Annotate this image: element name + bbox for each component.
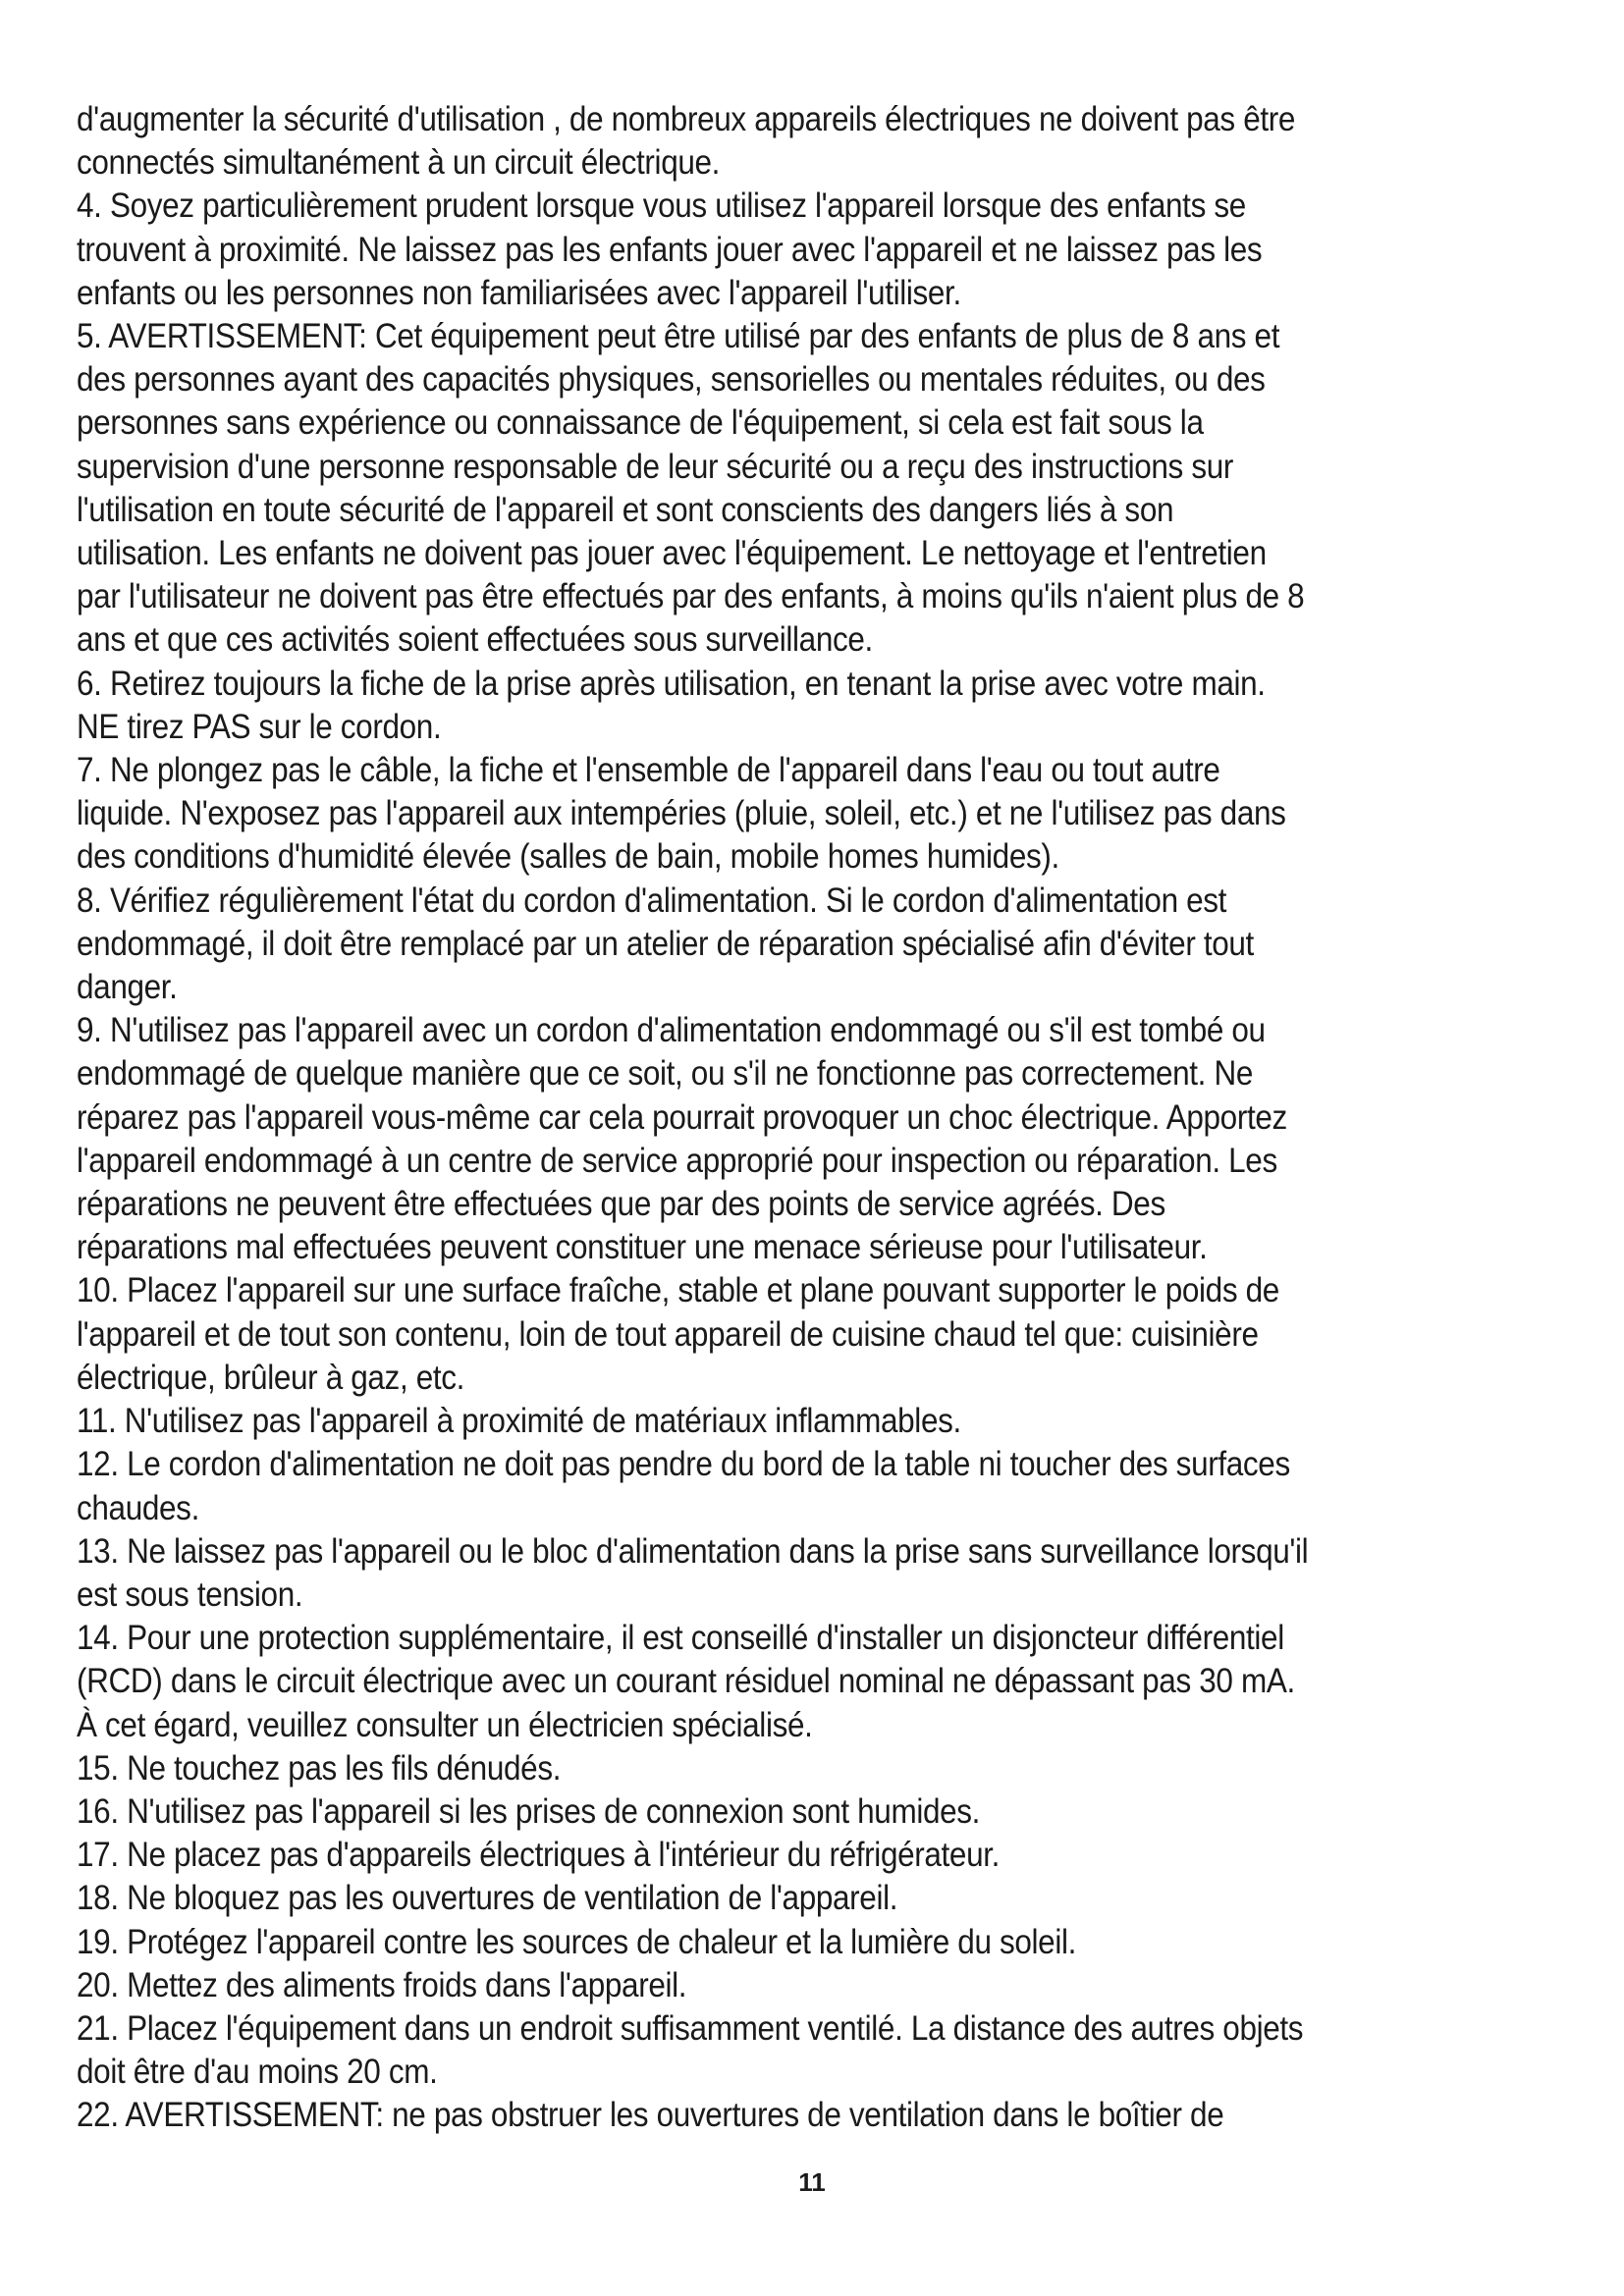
text-line: réparez pas l'appareil vous-même car cela pourrait provoquer un choc électrique. Apportez <box>77 1097 1287 1137</box>
text-line: 7. Ne plongez pas le câble, la fiche et l'ensemble de l'appareil dans l'eau ou tout autre <box>77 751 1220 790</box>
text-line: 11. N'utilisez pas l'appareil à proximité de matériaux inflammables. <box>77 1402 961 1441</box>
text-line: des conditions d'humidité élevée (salles de bain, mobile homes humides). <box>77 837 1059 877</box>
text-line: 20. Mettez des aliments froids dans l'appareil. <box>77 1965 687 2004</box>
text-line: personnes sans expérience ou connaissance de l'équipement, si cela est fait sous la <box>77 403 1204 443</box>
text-line: l'appareil endommagé à un centre de service approprié pour inspection ou réparation. Les <box>77 1141 1277 1180</box>
text-line: 4. Soyez particulièrement prudent lorsque vous utilisez l'appareil lorsque des enfants se <box>77 187 1246 226</box>
text-line: enfants ou les personnes non familiarisées avec l'appareil l'utiliser. <box>77 273 961 312</box>
text-line: est sous tension. <box>77 1575 303 1614</box>
text-line: des personnes ayant des capacités physiques, sensorielles ou mentales réduites, ou des <box>77 360 1266 400</box>
text-line: danger. <box>77 968 178 1007</box>
text-line: trouvent à proximité. Ne laissez pas les enfants jouer avec l'appareil et ne laissez pas les <box>77 230 1263 269</box>
text-line: l'appareil et de tout son contenu, loin de tout appareil de cuisine chaud tel que: cuisinière <box>77 1314 1259 1354</box>
text-line: 17. Ne placez pas d'appareils électriques à l'intérieur du réfrigérateur. <box>77 1836 1001 1875</box>
text-line: connectés simultanément à un circuit électrique. <box>77 143 721 183</box>
text-line: doit être d'au moins 20 cm. <box>77 2053 438 2092</box>
text-line: d'augmenter la sécurité d'utilisation , de nombreux appareils électriques ne doivent pas être <box>77 100 1296 138</box>
text-line: À cet égard, veuillez consulter un électricien spécialisé. <box>77 1705 813 1744</box>
text-line: par l'utilisateur ne doivent pas être effectués par des enfants, à moins qu'ils n'aient plus de 8 <box>77 577 1305 616</box>
text-line: supervision d'une personne responsable de leur sécurité ou a reçu des instructions sur <box>77 447 1234 486</box>
text-line: liquide. N'exposez pas l'appareil aux intempéries (pluie, soleil, etc.) et ne l'utilisez pas dans <box>77 794 1286 833</box>
text-line: réparations ne peuvent être effectuées que par des points de service agréés. Des <box>77 1185 1165 1224</box>
text-line: 5. AVERTISSEMENT: Cet équipement peut être utilisé par des enfants de plus de 8 ans et <box>77 317 1280 356</box>
text-line: 10. Placez l'appareil sur une surface fraîche, stable et plane pouvant supporter le poids de <box>77 1271 1279 1310</box>
text-line: utilisation. Les enfants ne doivent pas jouer avec l'équipement. Le nettoyage et l'entretien <box>77 534 1267 573</box>
text-line: 18. Ne bloquez pas les ouvertures de ventilation de l'appareil. <box>77 1879 898 1918</box>
text-line: 6. Retirez toujours la fiche de la prise après utilisation, en tenant la prise avec votre main. <box>77 664 1266 703</box>
text-line: 22. AVERTISSEMENT: ne pas obstruer les ouvertures de ventilation dans le boîtier de <box>77 2096 1224 2135</box>
text-line: électrique, brûleur à gaz, etc. <box>77 1358 465 1397</box>
text-line: 14. Pour une protection supplémentaire, il est conseillé d'installer un disjoncteur différentiel <box>77 1619 1284 1658</box>
text-line: 16. N'utilisez pas l'appareil si les prises de connexion sont humides. <box>77 1791 981 1831</box>
text-line: l'utilisation en toute sécurité de l'appareil et sont conscients des dangers liés à son <box>77 490 1174 529</box>
text-line: 19. Protégez l'appareil contre les sources de chaleur et la lumière du soleil. <box>77 1922 1077 1961</box>
text-line: 12. Le cordon d'alimentation ne doit pas pendre du bord de la table ni toucher des surfaces <box>77 1445 1290 1484</box>
page-number: 11 <box>798 2167 826 2197</box>
text-line: chaudes. <box>77 1488 199 1527</box>
text-line: 13. Ne laissez pas l'appareil ou le bloc d'alimentation dans la prise sans surveillance lorsqu'il <box>77 1531 1309 1571</box>
document-body <box>77 98 1570 2138</box>
text-line: (RCD) dans le circuit électrique avec un courant résiduel nominal ne dépassant pas 30 mA. <box>77 1662 1295 1701</box>
text-line: endommagé de quelque manière que ce soit, ou s'il ne fonctionne pas correctement. Ne <box>77 1054 1254 1094</box>
text-line: endommagé, il doit être remplacé par un atelier de réparation spécialisé afin d'éviter tout <box>77 924 1254 963</box>
text-line: 8. Vérifiez régulièrement l'état du cordon d'alimentation. Si le cordon d'alimentation est <box>77 881 1227 920</box>
text-line: NE tirez PAS sur le cordon. <box>77 707 442 746</box>
text-line: 15. Ne touchez pas les fils dénudés. <box>77 1748 562 1788</box>
text-line: réparations mal effectuées peuvent constituer une menace sérieuse pour l'utilisateur. <box>77 1228 1208 1267</box>
text-line: 9. N'utilisez pas l'appareil avec un cordon d'alimentation endommagé ou s'il est tombé ou <box>77 1011 1266 1050</box>
text-line: ans et que ces activités soient effectuées sous surveillance. <box>77 620 873 660</box>
text-line: 21. Placez l'équipement dans un endroit suffisamment ventilé. La distance des autres objets <box>77 2008 1304 2048</box>
